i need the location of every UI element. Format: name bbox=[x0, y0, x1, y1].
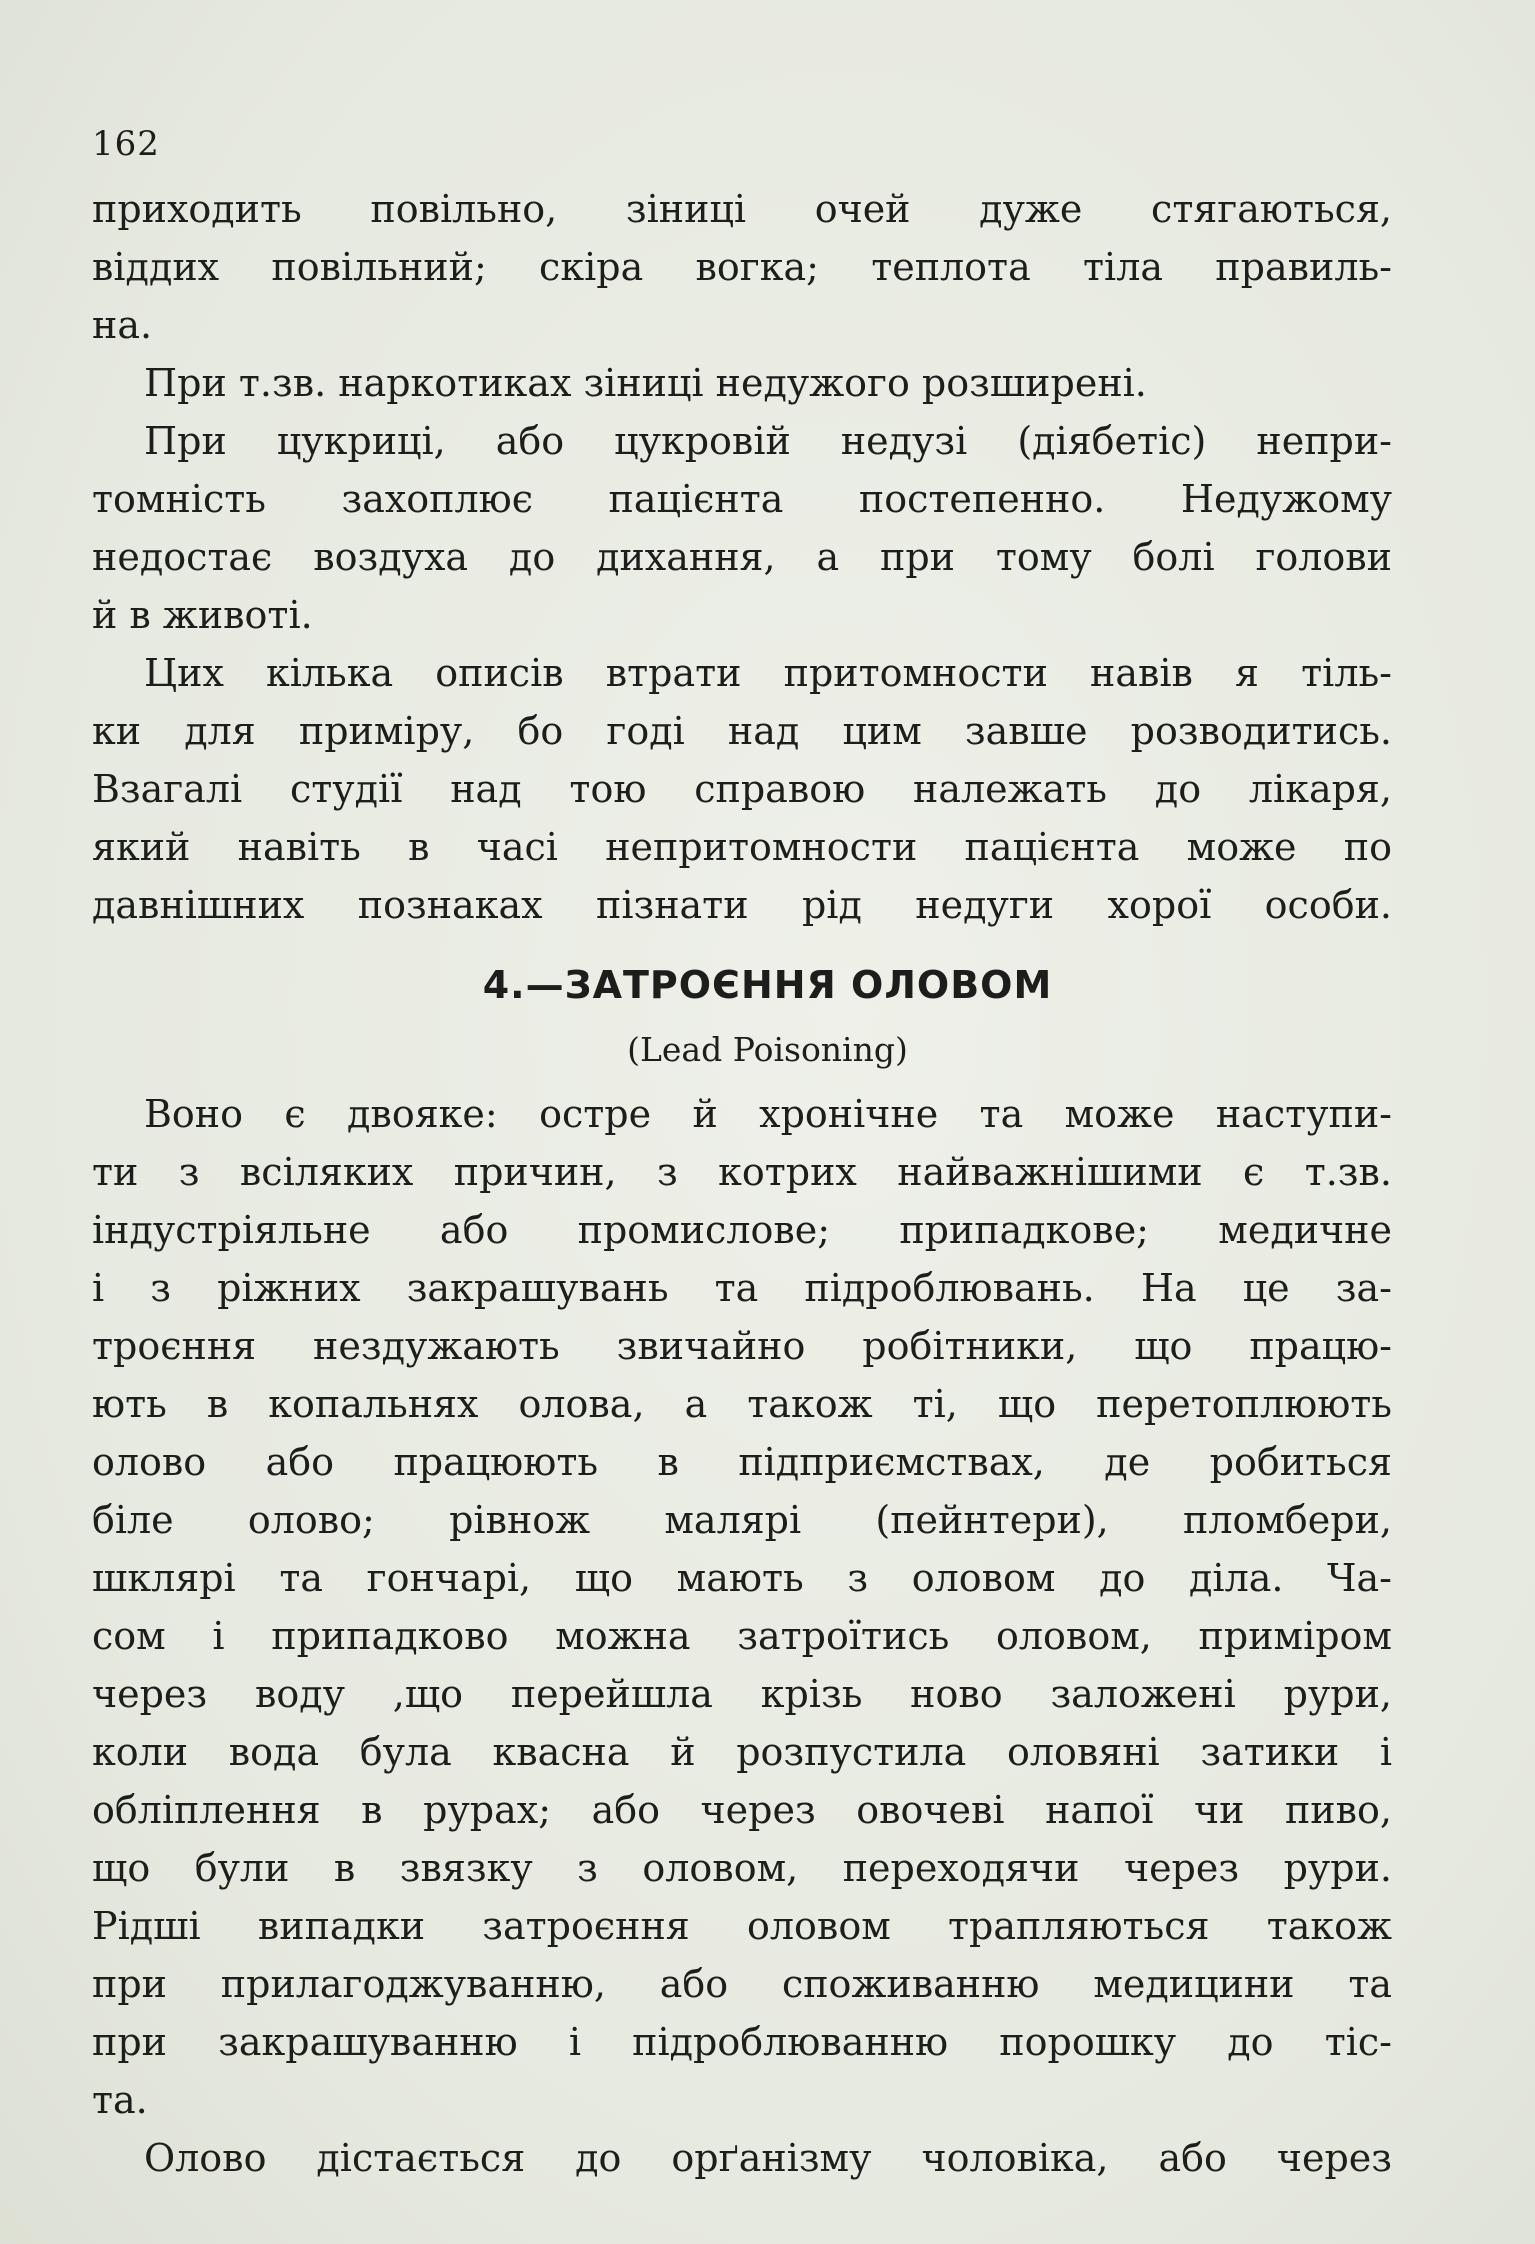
text-line: ти з всіляких причин, з котрих найважнішими є т.зв. bbox=[92, 1150, 1392, 1194]
text-line: обліплення в рурах; або через овочеві напої чи пиво, bbox=[92, 1788, 1392, 1832]
page-number: 162 bbox=[92, 124, 160, 164]
text-line: олово або працюють в підприємствах, де робиться bbox=[92, 1440, 1392, 1484]
text-line: при прилагоджуванню, або споживанню медицини та bbox=[92, 1962, 1392, 2006]
text-line: й в животі. bbox=[92, 593, 313, 637]
text-line: через воду ,що перейшла крізь ново заложені рури, bbox=[92, 1672, 1392, 1716]
text-line: і з ріжних закрашувань та підроблювань. На це за- bbox=[92, 1266, 1392, 1310]
text-line: при закрашуванню і підроблюванню порошку до тіс- bbox=[92, 2020, 1392, 2064]
text-line: Цих кілька описів втрати притомности навів я тіль- bbox=[144, 651, 1392, 695]
text-line: троєння нездужають звичайно робітники, що працю- bbox=[92, 1324, 1392, 1368]
text-line: недостає воздуха до дихання, а при тому болі голови bbox=[92, 535, 1392, 579]
text-line: приходить повільно, зіниці очей дуже стягаються, bbox=[92, 187, 1392, 231]
text-line: біле олово; рівнож малярі (пейнтери), пломбери, bbox=[92, 1498, 1392, 1542]
text-line: Олово дістається до орґанізму чоловіка, або через bbox=[144, 2136, 1392, 2180]
text-line: індустріяльне або промислове; припадкове; медичне bbox=[92, 1208, 1392, 1252]
text-line: Воно є двояке: остре й хронічне та може наступи- bbox=[144, 1092, 1392, 1136]
text-line: що були в звязку з оловом, переходячи через рури. bbox=[92, 1846, 1392, 1890]
text-line: шклярі та гончарі, що мають з оловом до діла. Ча- bbox=[92, 1556, 1392, 1600]
text-line: Рідші випадки затроєння оловом трапляються також bbox=[92, 1904, 1392, 1948]
section-text-block bbox=[92, 180, 1392, 934]
text-line: давнішних познаках пізнати рід недуги хорої особи. bbox=[92, 883, 1392, 927]
text-line: коли вода була квасна й розпустила оловяні затики і bbox=[92, 1730, 1392, 1774]
text-line: При цукриці, або цукровій недузі (діябетіс) непри- bbox=[144, 419, 1392, 463]
text-line: Взагалі студії над тою справою належать до лікаря, bbox=[92, 767, 1392, 811]
section-text-block bbox=[92, 1085, 1392, 2187]
text-line: на. bbox=[92, 303, 153, 347]
text-line: віддих повільний; скіра вогка; теплота тіла правиль- bbox=[92, 245, 1392, 289]
text-line: який навіть в часі непритомности пацієнта може по bbox=[92, 825, 1392, 869]
text-line: При т.зв. наркотиках зіниці недужого розширені. bbox=[144, 361, 1147, 405]
text-line: томність захоплює пацієнта постепенно. Недужому bbox=[92, 477, 1392, 521]
text-line: та. bbox=[92, 2078, 148, 2122]
text-line: сом і припадково можна затроїтись оловом, приміром bbox=[92, 1614, 1392, 1658]
section-heading: 4.—ЗАТРОЄННЯ ОЛОВОМ bbox=[482, 963, 1053, 1007]
section-subheading: (Lead Poisoning) bbox=[627, 1030, 908, 1069]
text-line: ють в копальнях олова, а також ті, що перетоплюють bbox=[92, 1382, 1392, 1426]
text-line: ки для приміру, бо годі над цим завше розводитись. bbox=[92, 709, 1392, 753]
